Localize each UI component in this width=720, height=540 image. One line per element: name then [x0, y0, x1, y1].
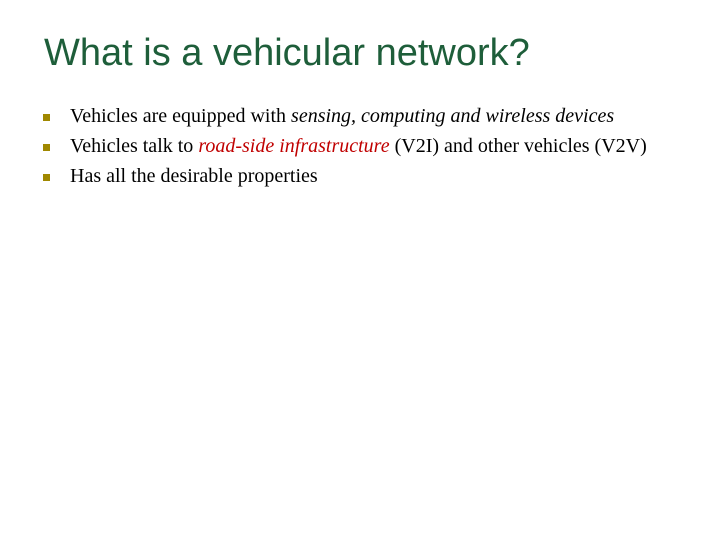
- bullet-text: (V2I) and other vehicles (V2V): [389, 135, 647, 157]
- bullet-text: Vehicles talk to: [70, 135, 199, 157]
- bullet-text: Vehicles are equipped with: [70, 105, 292, 127]
- square-bullet-icon: [43, 144, 50, 151]
- bullet-item: [40, 164, 680, 188]
- bullet-highlight: road-side infrastructure: [198, 135, 390, 157]
- square-bullet-icon: [43, 174, 50, 181]
- square-bullet-icon: [43, 114, 50, 121]
- bullet-text: Has all the desirable properties: [70, 165, 318, 187]
- bullet-item: [40, 134, 680, 158]
- bullet-item: [40, 104, 680, 128]
- bullet-emphasis: sensing, computing and wireless devices: [291, 105, 615, 127]
- slide-title: What is a vehicular network?: [44, 32, 530, 74]
- bullet-list: [40, 104, 680, 199]
